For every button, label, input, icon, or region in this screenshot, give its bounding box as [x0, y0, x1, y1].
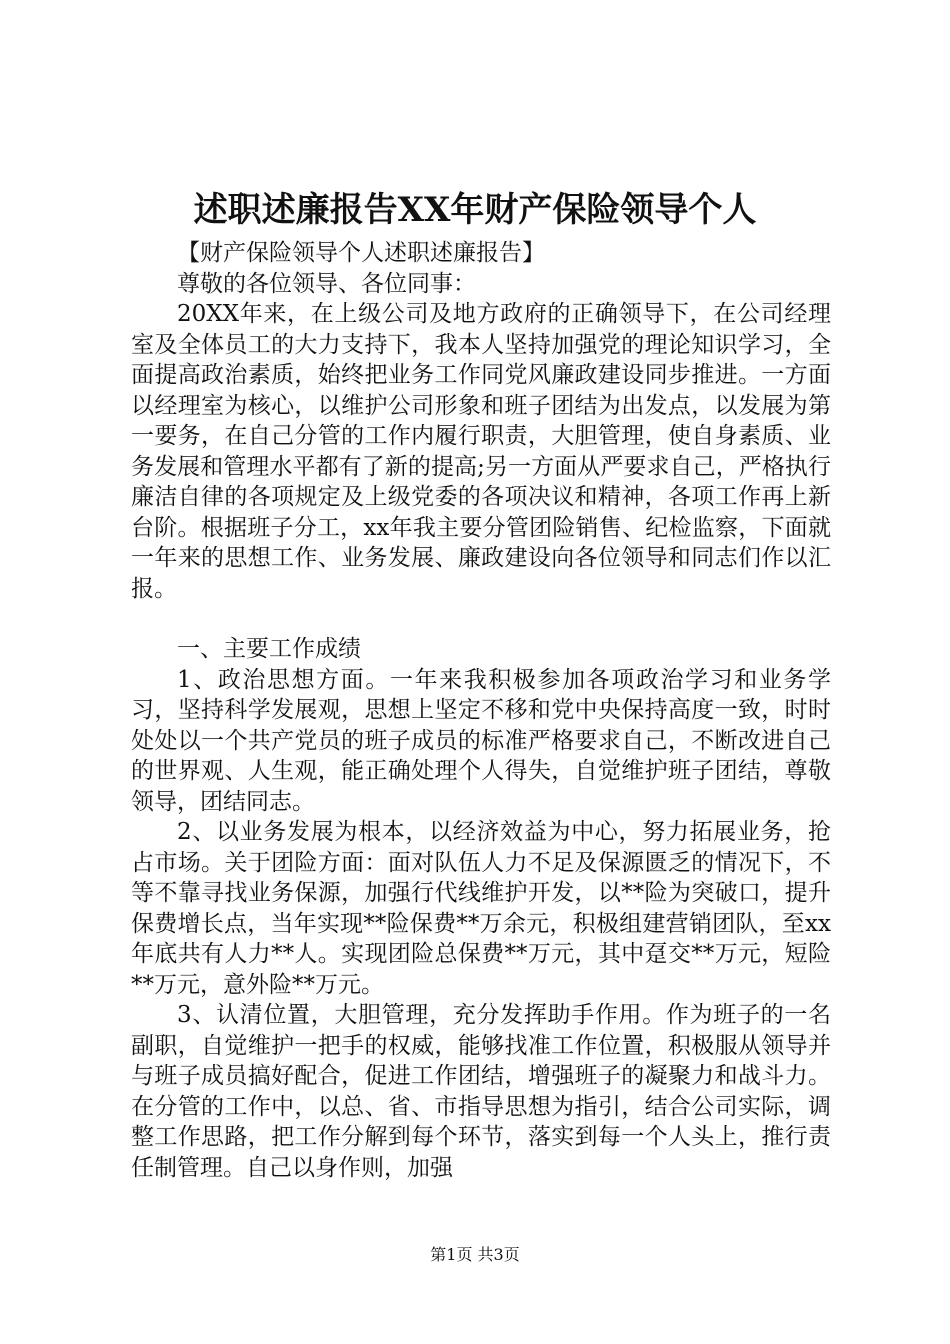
section-heading: 一、主要工作成绩 — [177, 636, 361, 662]
paragraph-business: 2、以业务发展为根本，以经济效益为中心，努力拓展业务，抢占市场。关于团险方面：面对队伍人力不足及保源匮乏的情况下，不等不靠寻找业务保源，加强行代线维护开发，以**险为突破口，提升保费增长点，当年实现**险保费**万余元，积极组建营销团队，至xx年底共有人力**人。实现团险总保费**万元，其中趸交**万元，短险**万元，意外险**万元。 — [131, 819, 831, 998]
document-body — [131, 238, 831, 1183]
document-title: 述职述廉报告XX年财产保险领导个人 — [193, 190, 757, 230]
page-footer: 第1页 共3页 — [430, 1245, 520, 1264]
salutation: 尊敬的各位领导、各位同事： — [177, 270, 476, 297]
paragraph-management: 3、认清位置，大胆管理，充分发挥助手作用。作为班子的一名副职，自觉维护一把手的权威，能够找准工作位置，积极服从领导并与班子成员搞好配合，促进工作团结，增强班子的凝聚力和战斗力。在分管的工作中，以总、省、市指导思想为指引，结合公司实际，调整工作思路，把工作分解到每个环节，落实到每一个人头上，推行责任制管理。自己以身作则，加强 — [131, 1002, 831, 1181]
report-subtitle: 【财产保险领导个人述职述廉报告】 — [177, 240, 545, 266]
paragraph-political: 1、政治思想方面。一年来我积极参加各项政治学习和业务学习，坚持科学发展观，思想上坚定不移和党中央保持高度一致，时时处处以一个共产党员的班子成员的标准严格要求自己，不断改进自己的世界观、人生观，能正确处理个人得失，自觉维护班子团结，尊敬领导，团结同志。 — [131, 666, 831, 815]
intro-paragraph: 20XX年来，在上级公司及地方政府的正确领导下，在公司经理室及全体员工的大力支持下，我本人坚持加强党的理论知识学习，全面提高政治素质，始终把业务工作同党风廉政建设同步推进。一方面以经理室为核心，以维护公司形象和班子团结为出发点，以发展为第一要务，在自己分管的工作内履行职责，大胆管理，使自身素质、业务发展和管理水平都有了新的提高;另一方面从严要求自己，严格执行廉洁自律的各项规定及上级党委的各项决议和精神，各项工作再上新台阶。根据班子分工，xx年我主要分管团险销售、纪检监察，下面就一年来的思想工作、业务发展、廉政建设向各位领导和同志们作以汇报。 — [131, 301, 831, 602]
